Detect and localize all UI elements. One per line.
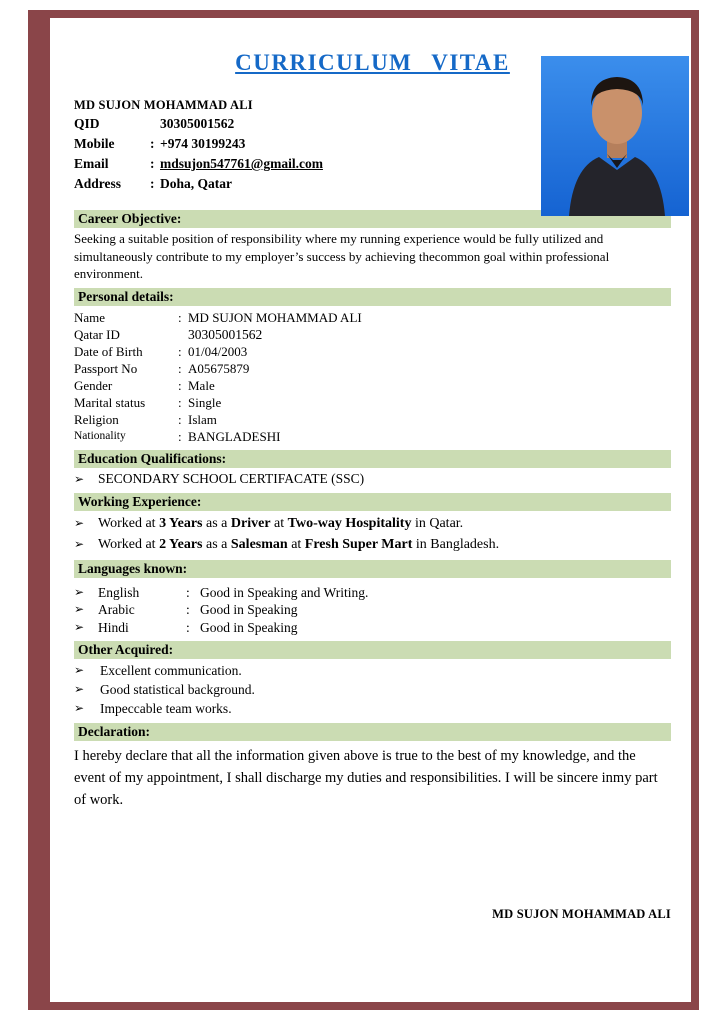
separator: : — [178, 428, 182, 444]
separator: : — [150, 156, 155, 171]
field-label: Qatar ID — [74, 326, 120, 342]
arrow-bullet-icon: ➢ — [74, 682, 85, 696]
personal-row — [74, 343, 671, 360]
page-title: CURRICULUM VITAE — [235, 50, 510, 75]
text-segment: Worked at — [98, 536, 160, 552]
personal-row — [74, 394, 671, 411]
text-segment: in Qatar. — [411, 515, 464, 531]
experience-text — [98, 534, 499, 555]
text-segment: at — [287, 536, 305, 552]
education-text: SECONDARY SCHOOL CERTIFACATE (SSC) — [98, 470, 365, 486]
text-segment: at — [270, 515, 288, 531]
contact-label: Email — [74, 156, 109, 171]
section-heading-career-objective: Career Objective: — [74, 210, 671, 228]
email-link[interactable]: mdsujon547761@gmail.com — [160, 156, 323, 171]
personal-row — [74, 411, 671, 428]
arrow-bullet-icon: ➢ — [74, 701, 85, 715]
portrait-graphic — [541, 56, 689, 216]
personal-details-list — [74, 309, 671, 445]
separator: : — [150, 136, 155, 151]
text-segment-bold: Salesman — [230, 536, 288, 552]
separator: : — [178, 309, 182, 325]
section-heading-languages: Languages known: — [74, 560, 671, 578]
text-segment-bold: Driver — [230, 515, 271, 531]
career-objective-text: Seeking a suitable position of responsibility where my running experience would be fully utilized and simultaneously contribute to my employer’s success by achieving thecommon goal within professional environment. — [74, 231, 610, 281]
field-value: Single — [188, 394, 222, 410]
separator: : — [178, 394, 182, 410]
text-segment-bold: Fresh Super Mart — [304, 536, 413, 552]
qid-value: 30305001562 — [160, 116, 235, 131]
personal-row — [74, 309, 671, 326]
separator: : — [186, 619, 190, 635]
other-item — [74, 661, 671, 680]
language-row — [74, 619, 671, 637]
field-value: MD SUJON MOHAMMAD ALI — [188, 309, 362, 325]
arrow-bullet-icon: ➢ — [74, 602, 85, 616]
section-heading-declaration: Declaration: — [74, 723, 671, 741]
text-segment-bold: Two-way Hospitality — [287, 515, 412, 531]
field-value: 30305001562 — [188, 326, 263, 342]
language-level: Good in Speaking — [200, 602, 298, 617]
text-segment: Worked at — [98, 515, 160, 531]
education-item — [74, 470, 671, 488]
mobile-value: +974 30199243 — [160, 136, 246, 151]
other-item — [74, 699, 671, 718]
profile-photo — [541, 56, 689, 216]
text-segment: as a — [202, 515, 231, 531]
separator: : — [186, 602, 190, 617]
field-value: A05675879 — [188, 360, 250, 376]
text-segment-bold: 3 Years — [159, 515, 203, 531]
language-name: Hindi — [98, 619, 129, 635]
other-acquired-list — [74, 661, 671, 718]
personal-row — [74, 326, 671, 343]
language-level: Good in Speaking and Writing. — [200, 584, 369, 600]
separator — [150, 114, 160, 134]
contact-label: QID — [74, 116, 100, 131]
field-value: BANGLADESHI — [188, 428, 281, 444]
declaration-text: I hereby declare that all the information given above is true to the best of my knowledge, and the event of my appointment, I shall discharge my duties and responsibilities. I will be sincere inmy part of work. — [74, 748, 658, 808]
language-level: Good in Speaking — [200, 619, 298, 635]
separator: : — [178, 343, 182, 359]
signature-name: MD SUJON MOHAMMAD ALI — [492, 907, 671, 921]
personal-row — [74, 360, 671, 377]
text-segment: as a — [202, 536, 231, 552]
language-row — [74, 584, 671, 602]
arrow-bullet-icon: ➢ — [74, 515, 85, 530]
page-border-frame — [28, 10, 699, 1010]
address-value: Doha, Qatar — [160, 176, 232, 191]
separator — [178, 326, 188, 343]
other-text: Excellent communication. — [100, 663, 242, 678]
other-text: Good statistical background. — [100, 682, 255, 697]
page-content — [50, 18, 691, 1002]
personal-row — [74, 377, 671, 394]
section-heading-experience: Working Experience: — [74, 493, 671, 511]
language-row — [74, 601, 671, 619]
field-value: Male — [188, 377, 215, 393]
arrow-bullet-icon: ➢ — [74, 536, 85, 551]
section-heading-personal-details: Personal details: — [74, 288, 671, 306]
separator: : — [178, 377, 182, 393]
field-label: Religion — [74, 411, 119, 427]
personal-row — [74, 428, 671, 445]
contact-label: Address — [74, 176, 122, 191]
field-label: Marital status — [74, 394, 146, 410]
contact-label: Mobile — [74, 136, 115, 151]
section-heading-education: Education Qualifications: — [74, 450, 671, 468]
language-name: English — [98, 584, 140, 600]
text-segment-bold: 2 Years — [159, 536, 203, 552]
languages-list — [74, 584, 671, 637]
separator: : — [178, 360, 182, 376]
experience-item — [74, 513, 671, 534]
field-label: Name — [74, 309, 106, 325]
other-text: Impeccable team works. — [100, 701, 232, 716]
candidate-name: MD SUJON MOHAMMAD ALI — [74, 98, 253, 112]
separator: : — [150, 176, 155, 191]
experience-list — [74, 513, 671, 555]
arrow-bullet-icon: ➢ — [74, 619, 85, 634]
field-label: Gender — [74, 377, 113, 393]
language-name: Arabic — [98, 602, 135, 617]
arrow-bullet-icon: ➢ — [74, 663, 85, 677]
separator: : — [178, 411, 182, 427]
section-heading-other-acquired: Other Acquired: — [74, 641, 671, 659]
other-item — [74, 680, 671, 699]
arrow-bullet-icon: ➢ — [74, 584, 85, 599]
arrow-bullet-icon: ➢ — [74, 471, 85, 486]
experience-item — [74, 534, 671, 555]
experience-text — [98, 513, 463, 534]
field-value: 01/04/2003 — [188, 343, 248, 359]
field-value: Islam — [188, 411, 217, 427]
field-label: Passport No — [74, 360, 138, 376]
field-label: Date of Birth — [74, 343, 143, 359]
text-segment: in Bangladesh. — [412, 536, 500, 552]
field-label: Nationality — [74, 429, 126, 442]
separator: : — [186, 584, 190, 600]
